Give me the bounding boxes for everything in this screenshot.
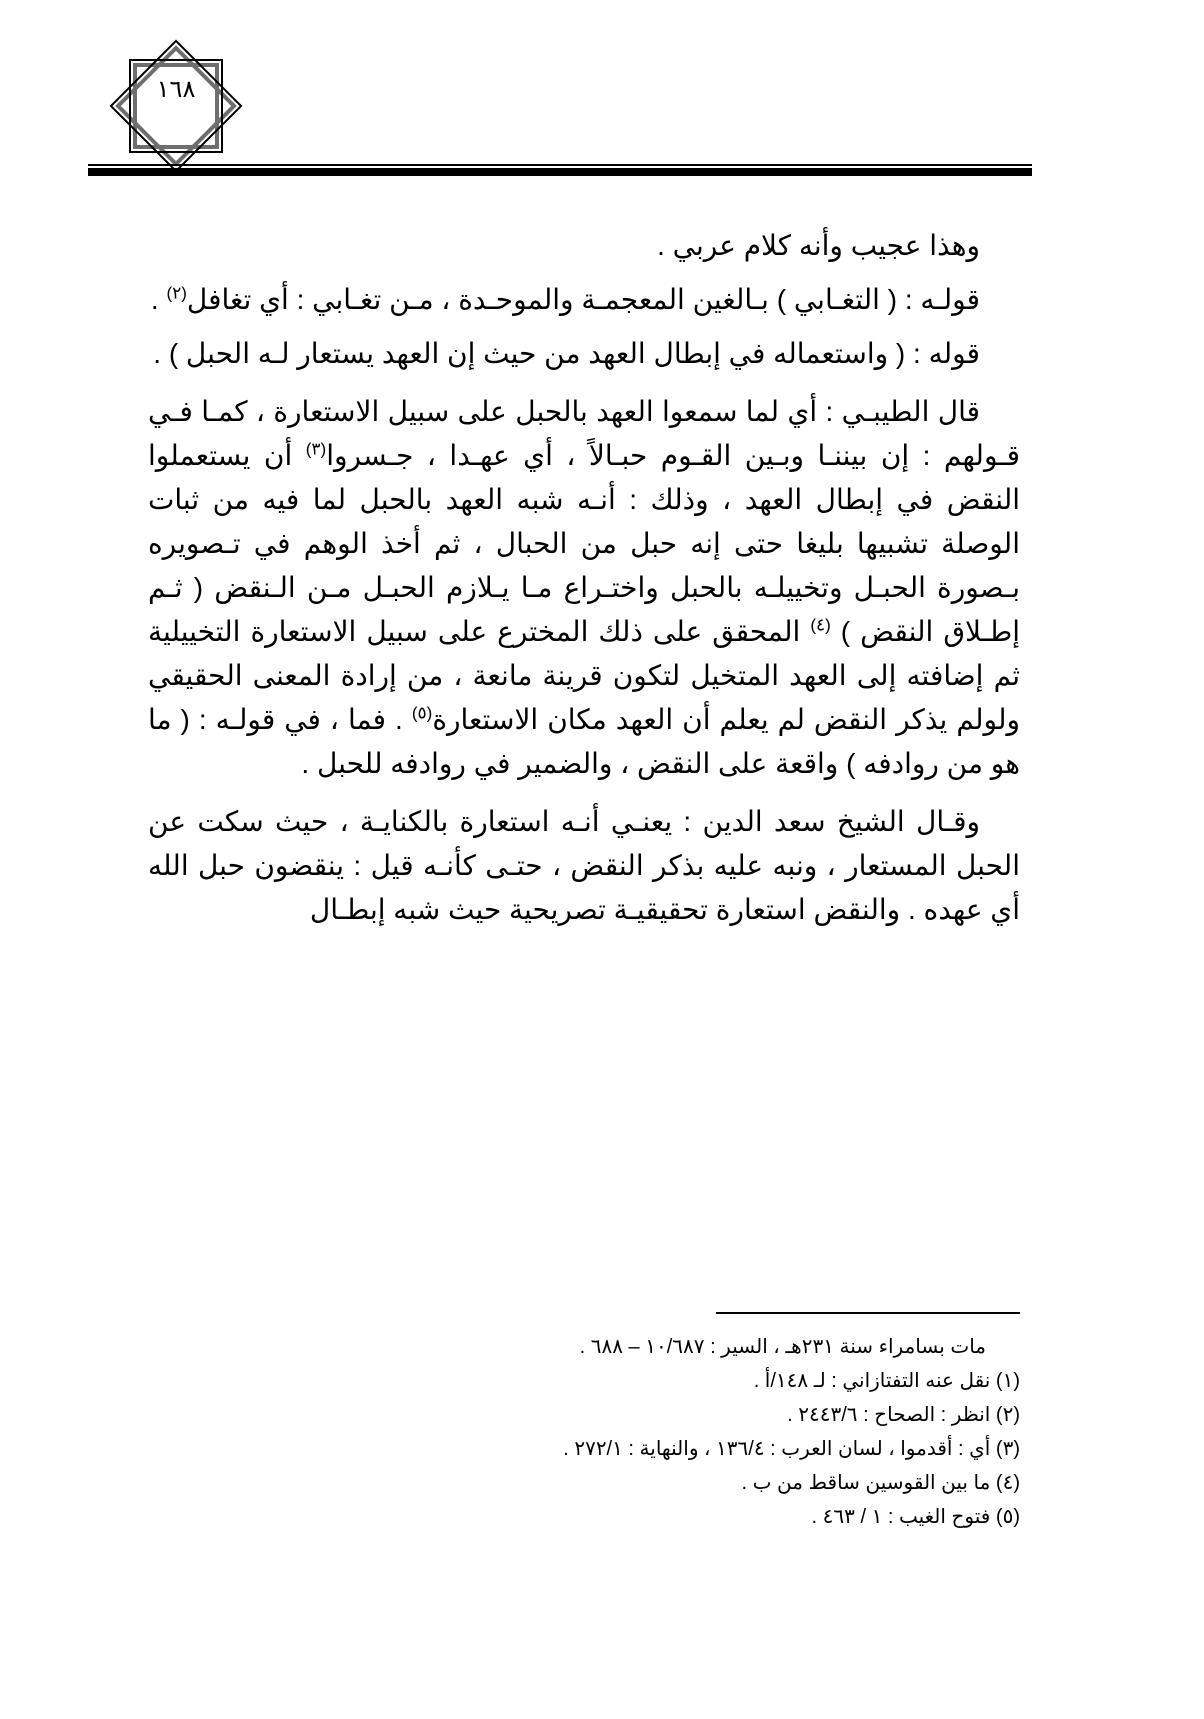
footnote-ref-2: (٢) xyxy=(166,283,187,303)
paragraph-4: قال الطيبـي : أي لما سمعوا العهد بالحبل على سبيل الاستعارة ، كمـا فـي قـولهم : إن بيننـا وبـين القـوم حبـالاً ، أي عهـدا ، جـسروا$^{(٣)}$ أن يستعملوا النقض في إبطال العهد ، وذلك : أنـه شبه العهد بالحبل لما فيه من ثبات الوصلة تشبيها بليغا حتى إنه حبل من الحبال ، ثم أخذ الوهم في تـصويره بـصورة الحبـل وتخييلـه بالحبل واختـراع مـا يـلازم الحبـل مـن الـنقض ( ثـم إطـلاق النقض ) $^{(٤)}$ المحقق على ذلك المخترع على سبيل الاستعارة التخييلية ثم إضافته إلى العهد المتخيل لتكون قرينة مانعة ، من إرادة المعنى الحقيقي ولولم يذكر النقض لم يعلم أن العهد مكان الاستعارة$^{(٥)}$ . فما ، في قولـه : ( ما هو من روادفه ) واقعة على النقض ، والضمير في روادفه للحبل . xyxy=(148,396,1021,779)
footnote-ref-3: (٣) xyxy=(305,439,327,459)
page-number: ١٦٨ xyxy=(156,75,196,103)
footnote-2: (٢) انظر : الصحاح : ٢٤٤٣/٦ . xyxy=(787,1404,1020,1426)
header-rule-thick xyxy=(88,168,1032,176)
paragraph-1: وهذا عجيب وأنه كلام عربي . xyxy=(657,230,980,261)
paragraph-3: قوله : ( واستعماله في إبطال العهد من حيث إن العهد يستعار لـه الحبل ) . xyxy=(153,338,980,369)
footnote-3: (٣) أي : أقدموا ، لسان العرب : ١٣٦/٤ ، والنهاية : ٢٧٢/١ . xyxy=(563,1438,1020,1460)
paragraph-2: قولـه : ( التغـابي ) بـالغين المعجمـة والموحـدة ، مـن تغـابي : أي تغافل$^{(٢)}$ . xyxy=(150,283,980,315)
footnote-4: (٤) ما بين القوسين ساقط من ب . xyxy=(741,1472,1020,1494)
footnote-ref-4: (٤) xyxy=(810,615,831,635)
header-rule-thin xyxy=(88,164,1032,166)
footnotes xyxy=(400,1330,1020,1534)
paragraph-5: وقـال الشيخ سعد الدين : يعنـي أنـه استعارة بالكنايـة ، حيث سكت عن الحبل المستعار ، ونبه عليه بذكر النقض ، حتـى كأنـه قيل : ينقضون حبل الله أي عهده . والنقض استعارة تحقيقيـة تصريحية حيث شبه إبطـال xyxy=(148,806,1020,925)
octagram-ornament-icon xyxy=(108,38,244,174)
footnote-5: (٥) فتوح الغيب : ١ / ٤٦٣ . xyxy=(811,1506,1020,1528)
footnote-separator xyxy=(716,1312,1020,1314)
footnote-continuation: مات بسامراء سنة ٢٣١هـ ، السير : ١٠/٦٨٧ – ٦٨٨ . xyxy=(579,1336,986,1358)
main-text xyxy=(148,224,1020,946)
footnote-ref-5: (٥) xyxy=(411,703,433,723)
footnote-1: (١) نقل عنه التفتازاني : لـ ١٤٨/أ . xyxy=(753,1370,1020,1392)
page-number-badge xyxy=(108,38,244,174)
